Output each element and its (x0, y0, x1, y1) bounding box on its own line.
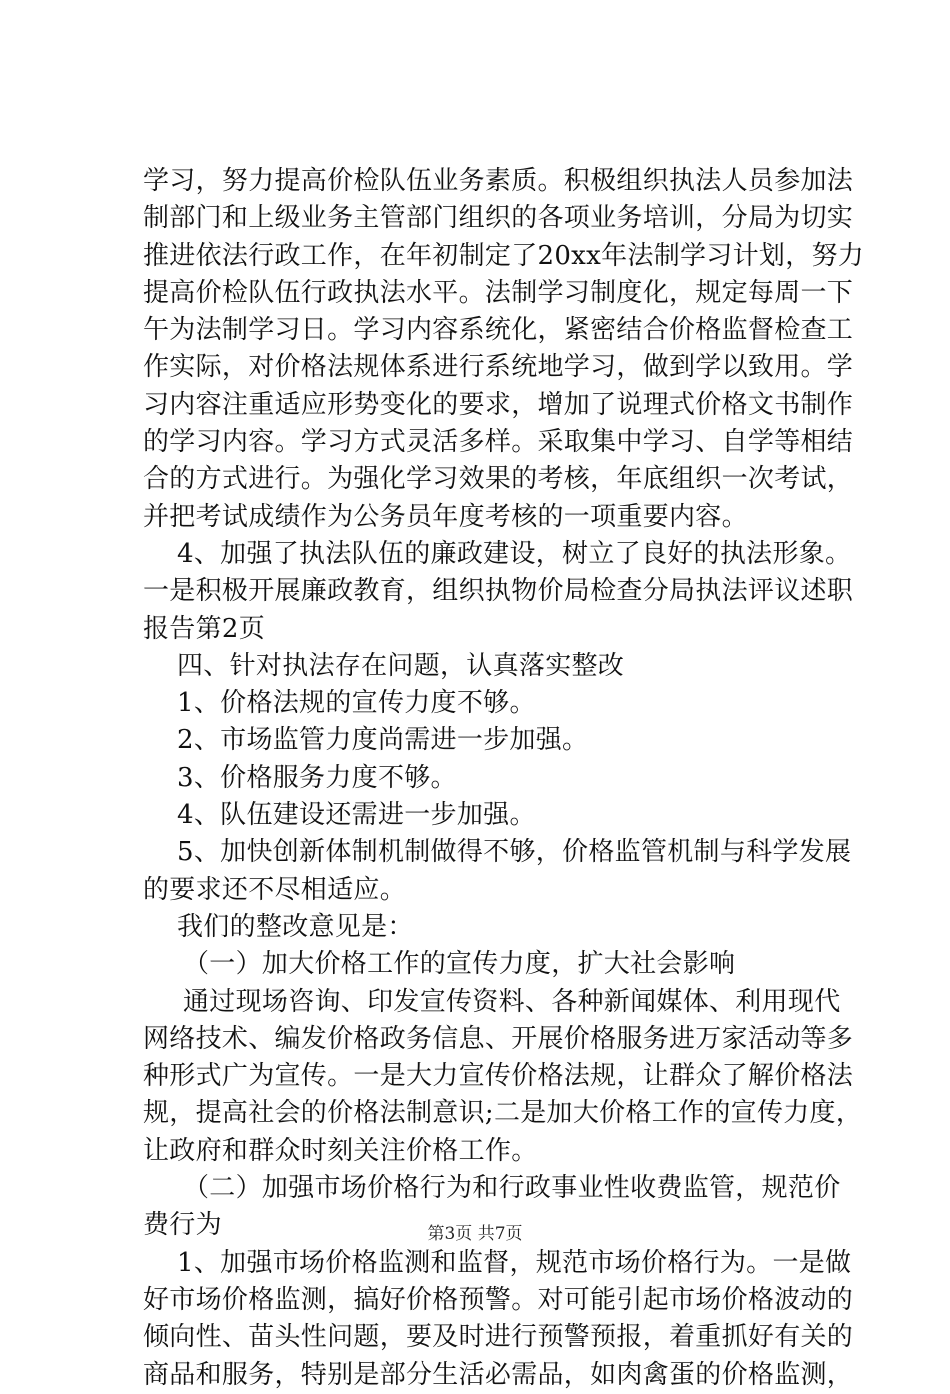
text-line: 费行为 (143, 1210, 222, 1241)
text-line: 作实际，对价格法规体系进行系统地学习，做到学以致用。学 (143, 352, 854, 383)
text-line: 一是积极开展廉政教育，组织执物价局检查分局执法评议述职 (143, 576, 854, 607)
text-line: 报告第2页 (143, 613, 266, 644)
text-line: 午为法制学习日。学习内容系统化，紧密结合价格监督检查工 (143, 315, 854, 346)
subsection-heading: （一）加大价格工作的宣传力度，扩大社会影响 (183, 949, 736, 980)
text-line: 的学习内容。学习方式灵活多样。采取集中学习、自学等相结 (143, 427, 854, 458)
list-item: 4、队伍建设还需进一步加强。 (177, 800, 536, 831)
text-line: 制部门和上级业务主管部门组织的各项业务培训，分局为切实 (143, 203, 854, 234)
text-line: 推进依法行政工作，在年初制定了20xx年法制学习计划，努力 (143, 240, 865, 271)
text-line: 商品和服务，特别是部分生活必需品，如肉禽蛋的价格监测， (143, 1359, 854, 1390)
text-line: 我们的整改意见是： (177, 911, 414, 942)
list-item: 1、价格法规的宣传力度不够。 (177, 688, 536, 719)
document-body (143, 163, 865, 1394)
text-line: 1、加强市场价格监测和监督，规范市场价格行为。一是做 (177, 1247, 852, 1278)
text-line: 倾向性、苗头性问题，要及时进行预警预报，着重抓好有关的 (143, 1322, 854, 1353)
text-line: 让政府和群众时刻关注价格工作。 (143, 1135, 538, 1166)
text-line: 通过现场咨询、印发宣传资料、各种新闻媒体、利用现代 (183, 986, 841, 1017)
text-line: 好市场价格监测，搞好价格预警。对可能引起市场价格波动的 (143, 1284, 854, 1315)
text-line: 网络技术、编发价格政务信息、开展价格服务进万家活动等多 (143, 1023, 854, 1054)
page-number: 第3页 共7页 (427, 1224, 523, 1244)
text-line: 习内容注重适应形势变化的要求，增加了说理式价格文书制作 (143, 389, 854, 420)
text-line: 4、加强了执法队伍的廉政建设，树立了良好的执法形象。 (177, 538, 852, 569)
list-item: 2、市场监管力度尚需进一步加强。 (177, 725, 589, 756)
text-line: 规，提高社会的价格法制意识;二是加大价格工作的宣传力度， (143, 1098, 863, 1129)
text-line: 并把考试成绩作为公务员年度考核的一项重要内容。 (143, 501, 748, 532)
text-line: 合的方式进行。为强化学习效果的考核，年底组织一次考试， (143, 464, 854, 495)
section-heading: 四、针对执法存在问题，认真落实整改 (177, 650, 625, 681)
text-line: 种形式广为宣传。一是大力宣传价格法规，让群众了解价格法 (143, 1061, 854, 1092)
list-item: 5、加快创新体制机制做得不够，价格监管机制与科学发展 (177, 837, 852, 868)
text-line: 提高价检队伍行政执法水平。法制学习制度化，规定每周一下 (143, 277, 854, 308)
list-item: 3、价格服务力度不够。 (177, 762, 457, 793)
subsection-heading: （二）加强市场价格行为和行政事业性收费监管，规范价 (183, 1173, 841, 1204)
text-line: 的要求还不尽相适应。 (143, 874, 407, 905)
text-line: 学习，努力提高价检队伍业务素质。积极组织执法人员参加法 (143, 166, 854, 196)
